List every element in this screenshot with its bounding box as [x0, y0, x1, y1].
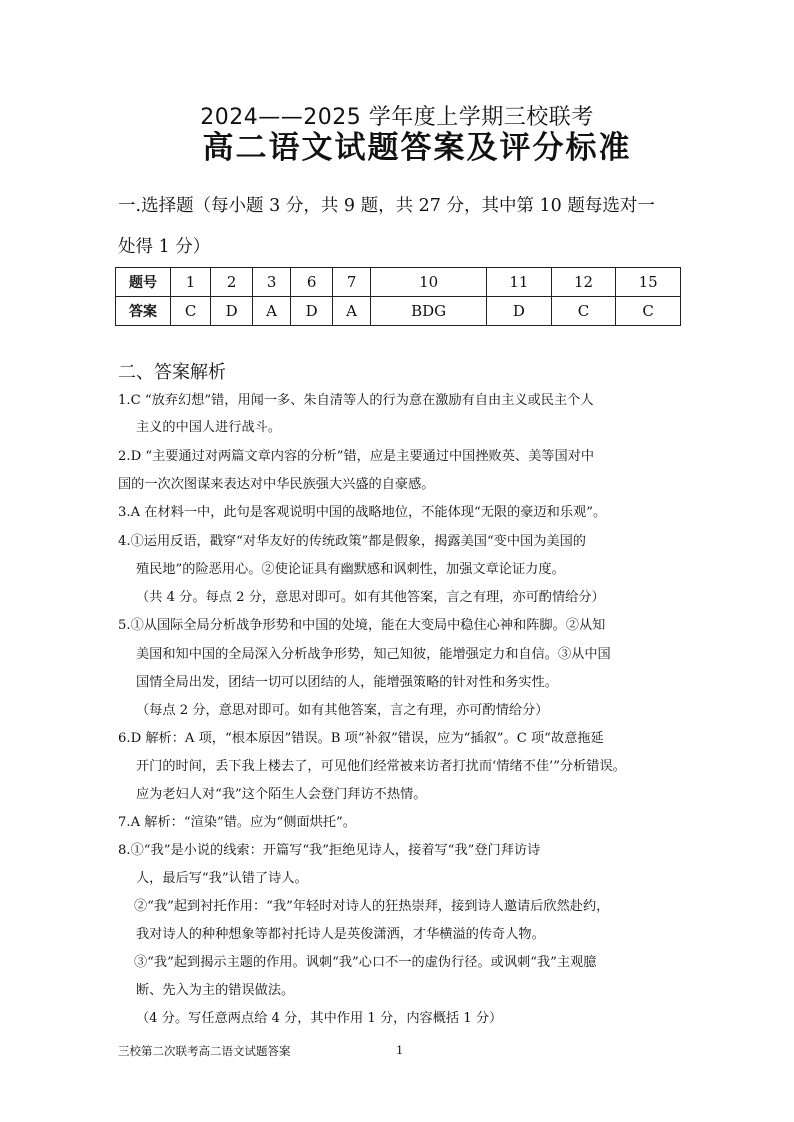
answer-line: 4.①运用反语，戳穿“对华友好的传统政策”都是假象，揭露美国“变中国为美国的: [118, 534, 586, 549]
answer-line: ③“我”起到揭示主题的作用。讽刺“我”心口不一的虚伪行径。或讽刺“我”主观臆: [134, 955, 597, 970]
table-cell: C: [551, 297, 616, 326]
answer-line: ②“我”起到衬托作用：“我”年轻时对诗人的狂热崇拜，接到诗人邀请后欣然赴约，: [134, 899, 610, 914]
table-cell: D: [487, 297, 552, 326]
answer-line: 1.C “放弃幻想”错，用闻一多、朱自清等人的行为意在激励有自由主义或民主个人: [118, 393, 594, 408]
scoring-note: （每点 2 分，意思对即可。如有其他答案，言之有理，亦可酌情给分）: [136, 703, 549, 718]
section1-heading: 一.选择题（每小题 3 分，共 9 题，共 27 分，其中第 10 题每选对一: [118, 196, 655, 216]
answer-line: 我对诗人的种种想象等都衬托诗人是英俊潇洒，才华横溢的传奇人物。: [136, 927, 545, 942]
answer-line: 断、先入为主的错误做法。: [136, 983, 295, 998]
row-label-answer: 答案: [116, 297, 171, 326]
page-title: 高二语文试题答案及评分标准: [202, 130, 632, 166]
row-label-number: 题号: [116, 268, 171, 297]
scoring-note: （4 分。写任意两点给 4 分，其中作用 1 分，内容概括 1 分）: [136, 1011, 503, 1026]
table-cell: 10: [371, 268, 487, 297]
answer-line: 开门的时间，丢下我上楼去了，可见他们经常被来访者打扰而‘情绪不佳’”分析错误。: [136, 759, 626, 774]
answer-line: 应为老妇人对“我”这个陌生人会登门拜访不热情。: [136, 787, 427, 802]
answer-line: 国的一次次图谋来表达对中华民族强大兴盛的自豪感。: [118, 477, 435, 492]
answer-line: 3.A 在材料一中，此句是客观说明中国的战略地位，不能体现“无限的豪迈和乐观”。: [118, 505, 607, 520]
table-cell: 12: [551, 268, 616, 297]
table-cell: 7: [333, 268, 371, 297]
table-cell: A: [333, 297, 371, 326]
page-number: 1: [396, 1043, 404, 1057]
table-cell: 15: [616, 268, 681, 297]
table-cell: A: [253, 297, 291, 326]
answer-line: 殖民地”的险恶用心。②使论证具有幽默感和讽刺性，加强文章论证力度。: [136, 562, 565, 577]
answer-line: 国情全局出发，团结一切可以团结的人，能增强策略的针对性和务实性。: [136, 675, 558, 690]
section2-heading: 二、答案解析: [118, 362, 226, 383]
section1-heading-cont: 处得 1 分）: [118, 237, 211, 257]
table-cell: 6: [291, 268, 333, 297]
footer-label: 三校第二次联考高二语文试题答案: [118, 1044, 291, 1058]
table-cell: 1: [171, 268, 211, 297]
answer-line: 2.D “主要通过对两篇文章内容的分析”错，应是主要通过中国挫败英、美等国对中: [118, 449, 595, 464]
table-cell: C: [616, 297, 681, 326]
answer-line: 8.①“我”是小说的线索：开篇写“我”拒绝见诗人，接着写“我”登门拜访诗: [118, 843, 541, 858]
table-cell: D: [211, 297, 253, 326]
table-cell: 11: [487, 268, 552, 297]
answer-line: 人，最后写“我”认错了诗人。: [136, 871, 308, 886]
answer-line: 美国和知中国的全局深入分析战争形势，知己知彼，能增强定力和自信。③从中国: [136, 647, 611, 662]
exam-title: 2024——2025 学年度上学期三校联考: [200, 105, 594, 130]
answer-line: 6.D 解析：A 项，“根本原因”错误。B 项“补叙”错误，应为“插叙”。C 项“故意拖延: [118, 731, 604, 746]
answer-line: 7.A 解析：“渲染”错。应为“侧面烘托”。: [118, 815, 356, 830]
table-cell: 2: [211, 268, 253, 297]
answer-table: [115, 267, 681, 326]
answer-line: 5.①从国际全局分析战争形势和中国的处境，能在大变局中稳住心神和阵脚。②从知: [118, 618, 606, 633]
table-cell: D: [291, 297, 333, 326]
table-cell: BDG: [371, 297, 487, 326]
table-row-answers: [116, 297, 681, 326]
answer-line: 主义的中国人进行战斗。: [136, 420, 282, 435]
table-row-numbers: [116, 268, 681, 297]
table-cell: C: [171, 297, 211, 326]
scoring-note: （共 4 分。每点 2 分，意思对即可。如有其他答案，言之有理，亦可酌情给分）: [136, 590, 605, 605]
table-cell: 3: [253, 268, 291, 297]
